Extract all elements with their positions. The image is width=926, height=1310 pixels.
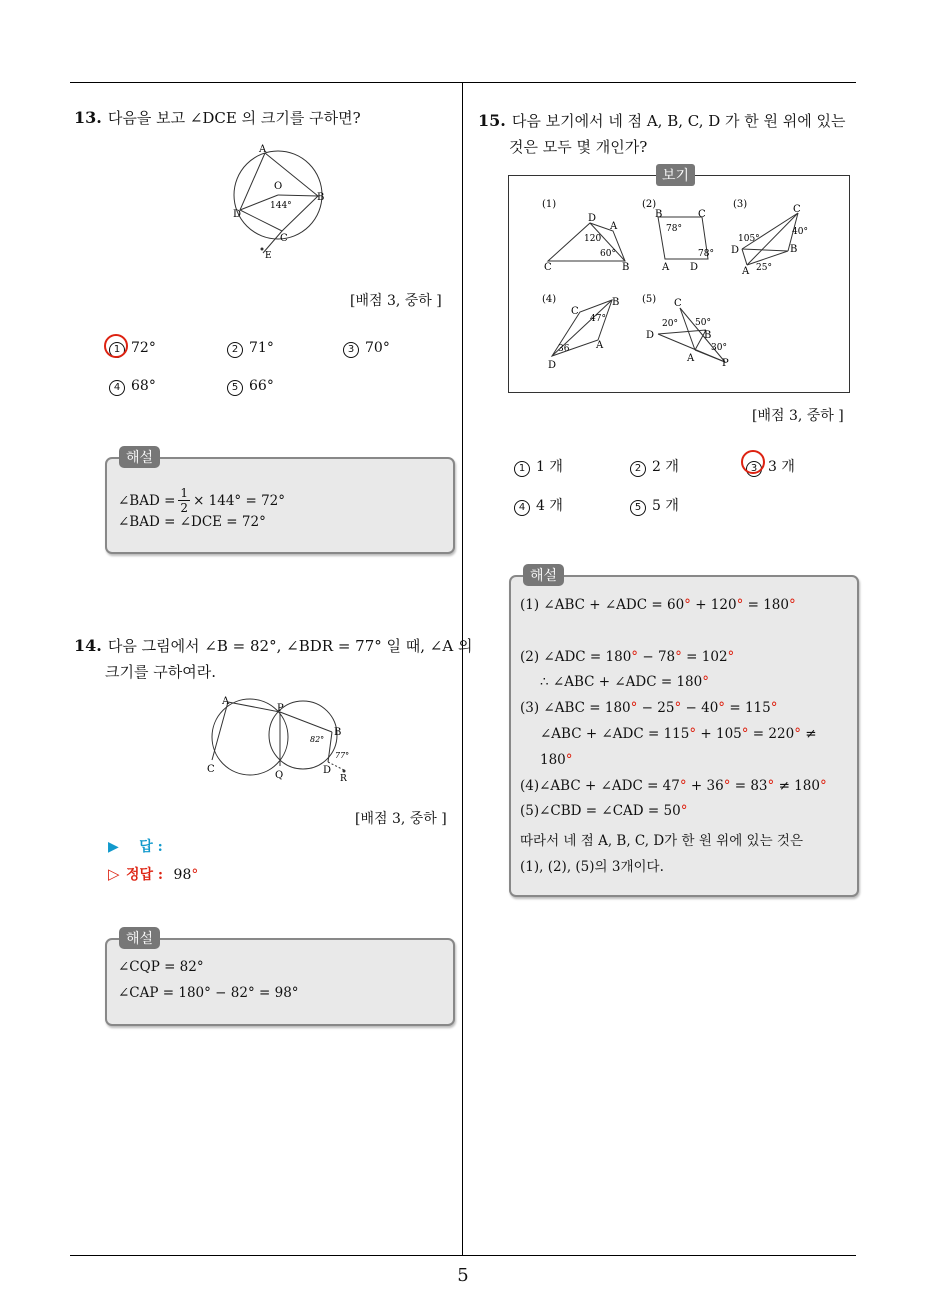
bottom-rule bbox=[70, 1255, 856, 1256]
q15-solution-line: 따라서 네 점 A, B, C, D가 한 원 위에 있는 것은 bbox=[520, 833, 803, 849]
choice-number-icon: 5 bbox=[630, 500, 646, 516]
choice-number-icon: 1 bbox=[514, 461, 530, 477]
q15-fig2-label: D bbox=[690, 262, 699, 273]
q14-solution-line-2: ∠CAP = 180° − 82° = 98° bbox=[118, 985, 299, 1001]
q15-fig1-label: D bbox=[588, 213, 597, 224]
q15-fig3-label: B bbox=[790, 244, 798, 255]
q15-fig4-label: D bbox=[548, 360, 557, 370]
q15-fig5-label: 30° bbox=[711, 343, 727, 353]
q15-fig5-label: 50° bbox=[695, 318, 711, 328]
q15-solution-line: ∴ ∠ABC + ∠ADC = 180° bbox=[540, 674, 709, 690]
q14-correct-value: 98 bbox=[173, 867, 192, 883]
q15-bogi-tag: 보기 bbox=[656, 164, 695, 186]
q15-solution-line: (1) ∠ABC + ∠ADC = 60° + 120° = 180° bbox=[520, 597, 796, 613]
q15-fig3-label: 105° bbox=[738, 234, 760, 244]
q13-fig-label: D bbox=[233, 209, 242, 220]
q15-fig3-label: A bbox=[742, 266, 750, 277]
q14-fig-label: C bbox=[207, 764, 215, 775]
q15-fig4-label: A bbox=[596, 340, 604, 351]
q14-answer-row bbox=[108, 836, 163, 856]
q15-figure-4 bbox=[540, 290, 630, 370]
q14-solution-line-1: ∠CQP = 82° bbox=[118, 959, 204, 975]
q13-solution-line-1: ∠BAD = $\frac{1}{2}$ × 144° = 72° bbox=[118, 486, 286, 515]
q15-choice-1[interactable]: 1 1 개 bbox=[514, 456, 563, 477]
q14-correct-unit: ° bbox=[191, 867, 199, 883]
q15-fig3-label: 40° bbox=[792, 227, 808, 237]
q14-fig-label: D bbox=[323, 765, 332, 776]
q13-fig-label: 144° bbox=[270, 201, 292, 211]
q15-fig1-label: A bbox=[610, 221, 618, 232]
q13-choice-3[interactable]: 3 70° bbox=[343, 340, 390, 358]
q13-fig-label: C bbox=[280, 233, 288, 244]
q15-fig1-label: B bbox=[622, 262, 630, 273]
q15-solution-line: (2) ∠ADC = 180° − 78° = 102° bbox=[520, 649, 735, 665]
q13-choice-5[interactable]: 5 66° bbox=[227, 378, 274, 396]
q14-fig-label: 77° bbox=[335, 751, 350, 760]
choice-number-icon: 4 bbox=[514, 500, 530, 516]
q15-fig2-label: (2) bbox=[642, 199, 657, 210]
q15-fig5-label: P bbox=[722, 358, 729, 369]
q14-solution-tag: 해설 bbox=[119, 927, 160, 949]
q13-choice-4[interactable]: 4 68° bbox=[109, 378, 156, 396]
q15-fig4-label: C bbox=[571, 306, 579, 317]
play-icon: ▶ bbox=[108, 839, 119, 855]
q15-solution-line: ∠ABC + ∠ADC = 115° + 105° = 220° ≠ bbox=[540, 726, 817, 742]
q15-fig1-label: 120 bbox=[584, 234, 602, 244]
choice-number-icon: 3 bbox=[746, 461, 762, 477]
q14-fig-label: R bbox=[340, 774, 347, 782]
q15-solution-line: (5)∠CBD = ∠CAD = 50° bbox=[520, 803, 688, 819]
q15-solution-line: (1), (2), (5)의 3개이다. bbox=[520, 859, 664, 875]
q15-fig4-label: 36 bbox=[558, 344, 570, 354]
q13-fig-label: E bbox=[265, 251, 272, 261]
q15-fig2-label: 78° bbox=[666, 224, 682, 234]
q15-number: 15. bbox=[478, 111, 506, 130]
choice-number-icon: 5 bbox=[227, 380, 243, 396]
q14-number: 14. bbox=[74, 636, 102, 655]
q13-solution-tag: 해설 bbox=[119, 446, 160, 468]
q15-fig3-label: (3) bbox=[733, 199, 748, 210]
q13-solution-line-2: ∠BAD = ∠DCE = 72° bbox=[118, 514, 266, 530]
q13-title bbox=[74, 105, 361, 131]
q15-text-line-1: 다음 보기에서 네 점 A, B, C, D 가 한 원 위에 있는 bbox=[511, 112, 846, 130]
top-rule bbox=[70, 82, 856, 83]
q15-fig5-label: B bbox=[704, 330, 712, 341]
q14-text-line-2: 크기를 구하여라. bbox=[105, 663, 216, 681]
q15-fig1-label: C bbox=[544, 262, 552, 273]
q15-fig3-label: D bbox=[731, 245, 740, 256]
q15-choice-3[interactable]: 3 3 개 bbox=[746, 456, 795, 477]
q13-choice-1[interactable]: 1 72° bbox=[109, 340, 156, 358]
q14-solution-box bbox=[105, 938, 455, 1026]
q14-fig-label: A bbox=[222, 696, 230, 707]
q15-fig3-label: C bbox=[793, 204, 801, 215]
q14-figure bbox=[200, 692, 360, 782]
q15-fig2-label: 78° bbox=[698, 249, 714, 259]
q15-fig3-label: 25° bbox=[756, 263, 772, 273]
q13-number: 13. bbox=[74, 108, 102, 127]
q13-figure bbox=[225, 140, 340, 265]
q13-fig-label: O bbox=[274, 181, 283, 192]
q14-fig-label: B bbox=[334, 727, 342, 738]
q15-fig1-label: (1) bbox=[542, 199, 557, 210]
q14-correct-label: 정답 : bbox=[126, 867, 164, 883]
q13-choice-2[interactable]: 2 71° bbox=[227, 340, 274, 358]
column-divider bbox=[462, 82, 463, 1256]
selected-answer-mark bbox=[741, 450, 765, 474]
q15-fig4-label: 47° bbox=[590, 314, 606, 324]
q15-fig5-label: A bbox=[687, 353, 695, 364]
q13-text: 다음을 보고 ∠DCE 의 크기를 구하면? bbox=[107, 109, 361, 127]
choice-number-icon: 1 bbox=[109, 342, 125, 358]
q15-fig4-label: B bbox=[612, 297, 620, 308]
q15-solution-tag: 해설 bbox=[523, 564, 564, 586]
q13-fig-label: B bbox=[317, 192, 325, 203]
choice-number-icon: 2 bbox=[227, 342, 243, 358]
q14-answer-label: 답 : bbox=[139, 839, 163, 855]
q15-figure-2 bbox=[640, 193, 725, 273]
q14-meta: [배점 3, 중하 ] bbox=[355, 811, 447, 827]
choice-number-icon: 3 bbox=[343, 342, 359, 358]
q15-figure-5 bbox=[640, 290, 740, 375]
q15-fig2-label: C bbox=[698, 209, 706, 220]
q13-meta: [배점 3, 중하 ] bbox=[350, 293, 442, 309]
q15-title bbox=[478, 108, 846, 134]
q15-figure-1 bbox=[540, 193, 635, 273]
q15-solution-line: (4)∠ABC + ∠ADC = 47° + 36° = 83° ≠ 180° bbox=[520, 778, 827, 794]
choice-number-icon: 4 bbox=[109, 380, 125, 396]
q14-fig-label: 82° bbox=[310, 735, 325, 744]
choice-number-icon: 2 bbox=[630, 461, 646, 477]
q14-fig-label: P bbox=[277, 703, 284, 714]
q15-choice-2[interactable]: 2 2 개 bbox=[630, 456, 679, 477]
q15-fig1-label: 60° bbox=[600, 249, 616, 259]
q15-fig4-label: (4) bbox=[542, 294, 557, 305]
q15-choice-4[interactable]: 4 4 개 bbox=[514, 495, 563, 516]
play-outline-icon: ▷ bbox=[108, 865, 120, 883]
selected-answer-mark bbox=[104, 334, 128, 358]
q15-text-line-2: 것은 모두 몇 개인가? bbox=[509, 138, 648, 156]
q15-fig5-label: (5) bbox=[642, 294, 657, 305]
q13-fig-label: A bbox=[259, 144, 267, 155]
page-number: 5 bbox=[457, 1265, 469, 1286]
q15-fig2-label: A bbox=[662, 262, 670, 273]
q15-solution-line: (3) ∠ABC = 180° − 25° − 40° = 115° bbox=[520, 700, 778, 716]
q14-correct-row bbox=[108, 864, 198, 884]
q14-title bbox=[74, 633, 472, 659]
q15-figure-3 bbox=[730, 193, 825, 278]
q14-fig-label: Q bbox=[275, 770, 284, 781]
q15-fig2-label: B bbox=[655, 209, 663, 220]
q14-text-line-1: 다음 그림에서 ∠B = 82°, ∠BDR = 77° 일 때, ∠A 의 bbox=[107, 637, 473, 655]
q15-meta: [배점 3, 중하 ] bbox=[752, 408, 844, 424]
q15-fig5-label: D bbox=[646, 330, 655, 341]
q15-solution-line: 180° bbox=[540, 752, 573, 768]
q15-fig5-label: C bbox=[674, 298, 682, 309]
q15-choice-5[interactable]: 5 5 개 bbox=[630, 495, 679, 516]
q15-fig5-label: 20° bbox=[662, 319, 678, 329]
